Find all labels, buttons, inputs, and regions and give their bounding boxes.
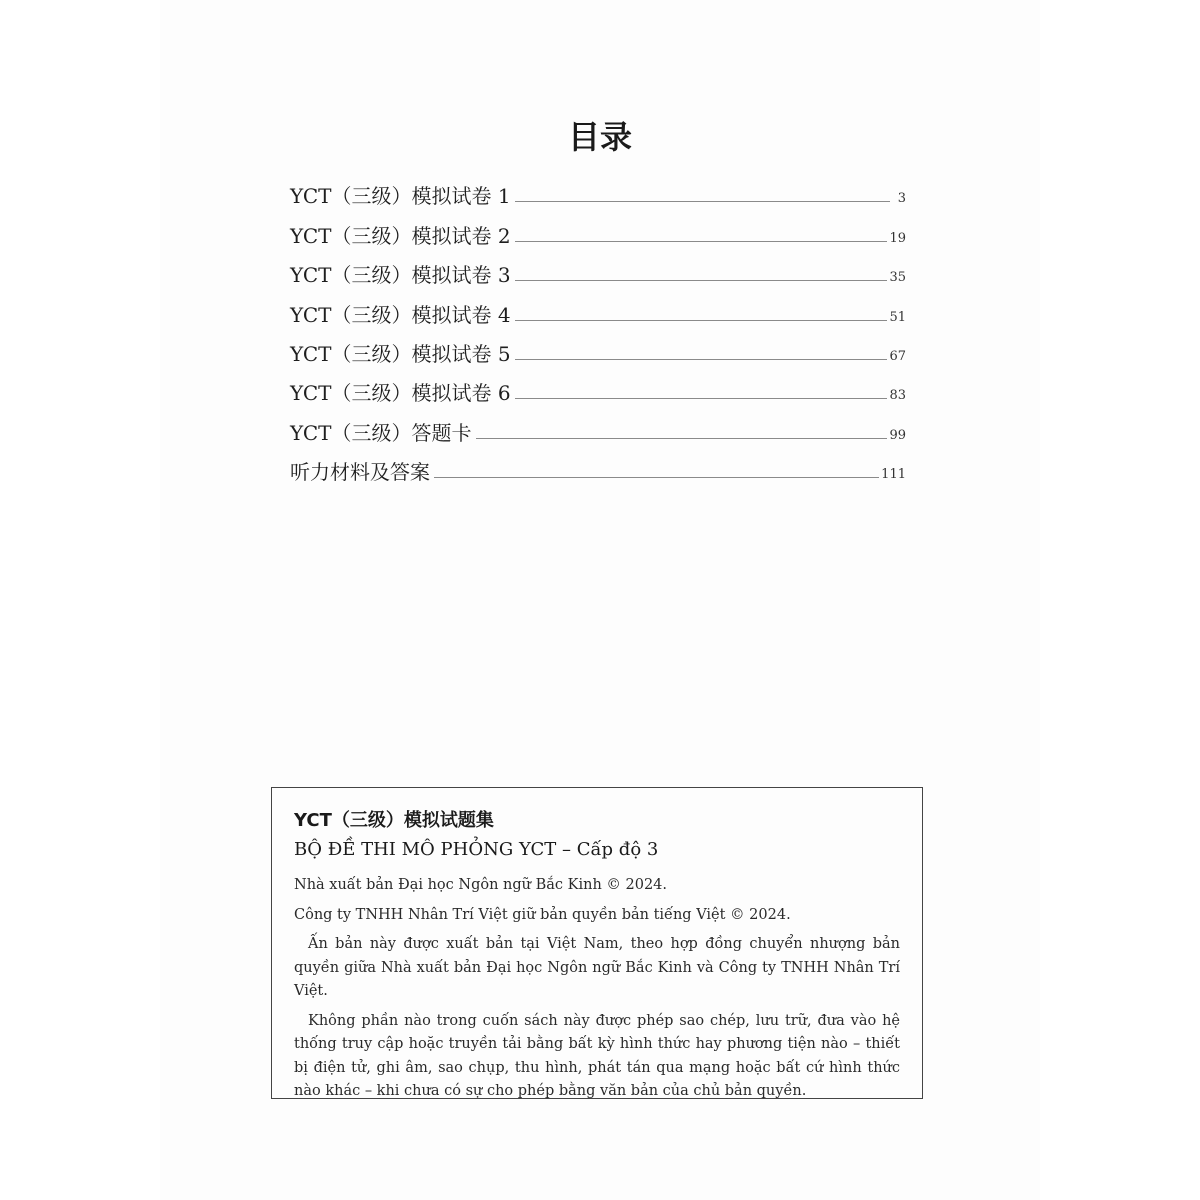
toc-entry-page: 51 (889, 309, 906, 325)
toc-entry[interactable] (290, 406, 906, 445)
toc-entry[interactable] (290, 209, 906, 248)
toc-entry[interactable] (290, 446, 906, 485)
toc-entry-label: YCT（三级）模拟试卷 4 (290, 302, 511, 327)
toc-entry-label: YCT（三级）模拟试卷 5 (290, 341, 511, 366)
toc-leader-line (515, 398, 888, 399)
imprint-subtitle: BỘ ĐỀ THI MÔ PHỎNG YCT – Cấp độ 3 (294, 839, 659, 860)
toc-entry[interactable] (290, 367, 906, 406)
toc-entry-page: 19 (889, 230, 906, 246)
toc-leader-line (515, 280, 888, 281)
toc-entry-page: 3 (897, 191, 906, 207)
toc-entry-label: YCT（三级）模拟试卷 6 (290, 381, 511, 406)
imprint-title: YCT（三级）模拟试题集 (294, 810, 494, 831)
toc-leader-line (515, 241, 888, 242)
toc-entry-label: YCT（三级）模拟试卷 1 (290, 184, 511, 209)
table-of-contents (290, 170, 906, 485)
toc-leader-line (476, 438, 888, 439)
toc-entry-label: YCT（三级）模拟试卷 2 (290, 223, 511, 248)
toc-entry[interactable] (290, 170, 906, 209)
toc-leader-line (515, 359, 888, 360)
toc-entry-page: 35 (889, 270, 906, 286)
toc-entry-page: 67 (889, 348, 906, 364)
toc-entry-label: YCT（三级）答题卡 (290, 420, 472, 445)
toc-leader-line (434, 477, 879, 478)
copyright-notice: Công ty TNHH Nhân Trí Việt giữ bản quyền bản tiếng Việt © 2024. (294, 906, 791, 923)
toc-entry[interactable] (290, 249, 906, 288)
toc-leader-line (515, 201, 890, 202)
toc-entry-page: 111 (881, 467, 906, 483)
imprint-box (271, 787, 923, 1099)
toc-title: 目录 (567, 118, 632, 156)
license-notice: Ấn bản này được xuất bản tại Việt Nam, theo hợp đồng chuyển nhượng bản quyền giữa Nhà xuất bản Đại học Ngôn ngữ Bắc Kinh và Công ty TNHH Nhân Trí Việt. (294, 936, 900, 999)
toc-entry-label: YCT（三级）模拟试卷 3 (290, 263, 511, 288)
toc-entry[interactable] (290, 288, 906, 327)
toc-entry-page: 83 (889, 388, 906, 404)
toc-leader-line (515, 320, 888, 321)
toc-entry[interactable] (290, 328, 906, 367)
toc-entry-label: 听力材料及答案 (290, 460, 430, 485)
publisher-notice: Nhà xuất bản Đại học Ngôn ngữ Bắc Kinh © 2024. (294, 877, 668, 893)
toc-entry-page: 99 (889, 427, 906, 443)
rights-notice: Không phần nào trong cuốn sách này được phép sao chép, lưu trữ, đưa vào hệ thống truy cập hoặc truyền tải bằng bất kỳ hình thức hay phương tiện nào – thiết bị điện tử, ghi âm, sao chụp, thu hình, phát tán qua mạng hoặc bất cứ hình thức nào khác – khi chưa có sự cho phép bằng văn bản của chủ bản quyền. (294, 1012, 900, 1099)
